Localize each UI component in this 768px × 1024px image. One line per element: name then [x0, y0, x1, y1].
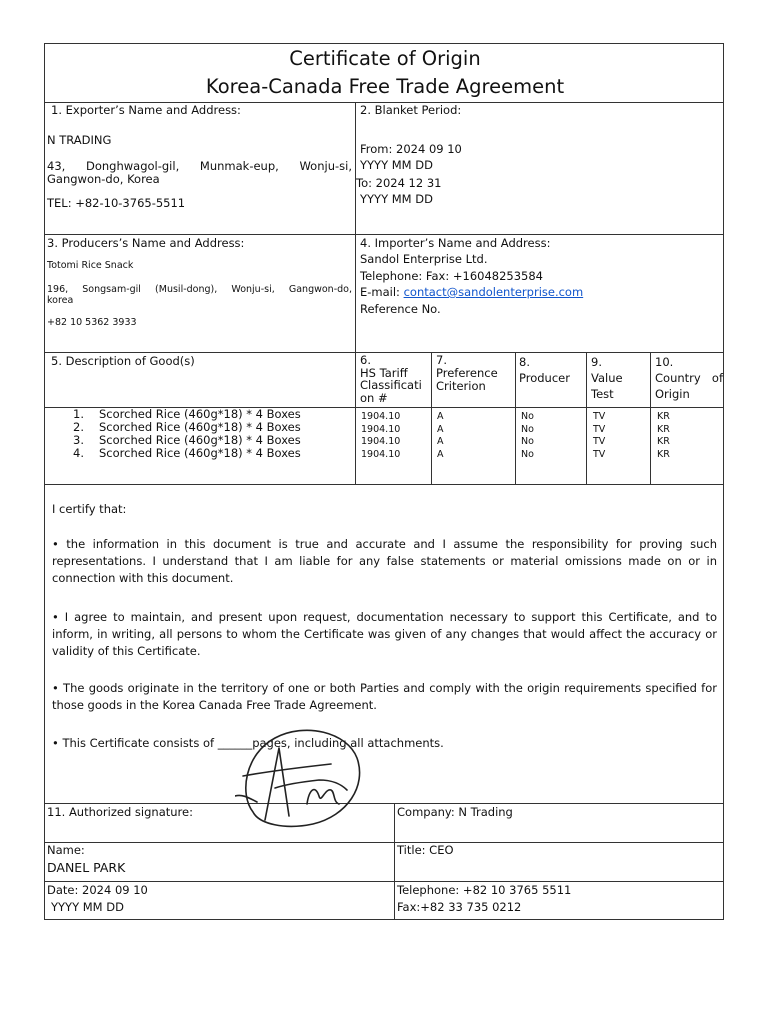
country-header-num: 10.	[655, 355, 674, 369]
name-label: Name:	[47, 843, 85, 857]
importer-reference: Reference No.	[360, 302, 441, 316]
goods-item-description: Scorched Rice (460g*18) * 4 Boxes	[99, 446, 301, 460]
producer-name: Totomi Rice Snack	[47, 260, 134, 271]
document-title: Certificate of Origin	[289, 47, 481, 70]
rule	[45, 842, 723, 843]
goods-producer: No	[521, 411, 534, 422]
goods-preference: A	[437, 411, 444, 422]
goods-rows	[45, 408, 723, 484]
goods-value-test: TV	[593, 411, 606, 422]
date-format: YYYY MM DD	[51, 900, 124, 914]
goods-item-number: 4.	[73, 446, 84, 460]
exporter-tel: TEL: +82-10-3765-5511	[47, 196, 186, 210]
importer-heading: 4. Importer’s Name and Address:	[360, 236, 551, 250]
goods-value-test: TV	[593, 448, 606, 460]
goods-hs-code: 1904.10	[361, 436, 401, 447]
title-field: Title: CEO	[397, 843, 454, 857]
goods-preference: A	[437, 436, 444, 447]
producer-tel: +82 10 5362 3933	[47, 317, 137, 328]
producer-header	[519, 354, 570, 386]
company-field: Company: N Trading	[397, 805, 513, 819]
hs-tariff-header-line: on #	[360, 390, 388, 405]
preference-header-line: Criterion	[436, 379, 486, 393]
goods-preference: A	[437, 448, 444, 460]
goods-country: KR	[657, 448, 670, 460]
certify-statement-4: • This Certificate consists of ______pages, including all attachments.	[52, 736, 444, 750]
goods-value-test: TV	[593, 436, 606, 447]
importer-name: Sandol Enterprise Ltd.	[360, 252, 488, 266]
producer-header-num: 8.	[519, 355, 530, 369]
value-test-header-line: Test	[591, 387, 614, 401]
goods-country: KR	[657, 436, 670, 447]
document-subtitle: Korea-Canada Free Trade Agreement	[205, 75, 565, 98]
goods-item-description: Scorched Rice (460g*18) * 4 Boxes	[99, 433, 301, 447]
importer-email-link[interactable]: contact@sandolenterprise.com	[403, 285, 584, 299]
rule	[45, 484, 723, 485]
rule	[394, 803, 395, 920]
name-value: DANEL PARK	[47, 860, 126, 875]
preference-criterion-header	[436, 354, 498, 393]
goods-producer: No	[521, 423, 534, 435]
goods-producer: No	[521, 436, 534, 447]
importer-email-label: E-mail:	[360, 285, 404, 299]
goods-producer: No	[521, 448, 534, 460]
goods-item-description: Scorched Rice (460g*18) * 4 Boxes	[99, 407, 301, 421]
producer-heading: 3. Producers’s Name and Address:	[47, 236, 245, 250]
blanket-from: From: 2024 09 10	[360, 142, 462, 156]
certificate-form	[44, 43, 724, 920]
goods-hs-code: 1904.10	[361, 448, 401, 460]
exporter-address-line1: 43, Donghwagol-gil, Munmak-eup, Wonju-si,	[47, 159, 352, 173]
goods-item-number: 2.	[73, 420, 84, 434]
producer-address-line2: korea	[47, 295, 74, 306]
goods-item-number: 3.	[73, 433, 84, 447]
hs-tariff-header-line: HS Tariff	[360, 365, 408, 380]
blanket-to: To: 2024 12 31	[356, 176, 442, 190]
value-test-header-num: 9.	[591, 355, 602, 369]
goods-country: KR	[657, 411, 670, 422]
goods-hs-code: 1904.10	[361, 411, 401, 422]
goods-item-description: Scorched Rice (460g*18) * 4 Boxes	[99, 420, 301, 434]
producer-address-line1: 196, Songsam-gil (Musil-dong), Wonju-si, Gangwon-do,	[47, 284, 352, 295]
telephone-field: Telephone: +82 10 3765 5511	[397, 883, 572, 897]
goods-hs-code: 1904.10	[361, 423, 401, 435]
goods-item-number: 1.	[73, 407, 84, 421]
exporter-address-line2: Gangwon-do, Korea	[47, 172, 160, 186]
certify-statement-1: • the information in this document is true and accurate and I assume the responsibility for proving such representations. I understand that I am liable for any false statements or material omissions made on or in connection with this document.	[52, 537, 717, 585]
hs-tariff-header	[360, 354, 422, 404]
goods-country: KR	[657, 423, 670, 435]
fax-field: Fax:+82 33 735 0212	[397, 900, 522, 914]
blanket-period-heading: 2. Blanket Period:	[360, 103, 462, 117]
certify-statement-3: • The goods originate in the territory of one or both Parties and comply with the origin requirements specified for those goods in the Korea Canada Free Trade Agreement.	[52, 681, 717, 712]
preference-header-num: 7.	[436, 353, 447, 367]
exporter-name: N TRADING	[47, 133, 112, 147]
value-test-header	[591, 354, 623, 402]
hs-tariff-header-num: 6.	[360, 353, 371, 367]
importer-telfax: Telephone: Fax: +16048253584	[360, 269, 543, 283]
certify-statement-2: • I agree to maintain, and present upon request, documentation necessary to support this Certificate, and to inform, in writing, all persons to whom the Certificate was given of any changes that would affect the accuracy or validity of this Certificate.	[52, 610, 717, 658]
authorized-signature-label: 11. Authorized signature:	[47, 805, 193, 819]
certify-intro: I certify that:	[52, 502, 127, 516]
goods-value-test: TV	[593, 423, 606, 435]
producer-header-line: Producer	[519, 371, 570, 385]
blanket-to-format: YYYY MM DD	[360, 192, 433, 206]
country-header-line: Country of	[655, 371, 723, 385]
hs-tariff-header-line: Classificati	[360, 378, 422, 392]
value-test-header-line: Value	[591, 371, 623, 385]
preference-header-line: Preference	[436, 366, 498, 380]
importer-email-row	[360, 284, 583, 300]
handwritten-signature	[235, 724, 375, 834]
country-header-line: Origin	[655, 387, 690, 401]
blanket-from-format: YYYY MM DD	[360, 158, 433, 172]
date-field: Date: 2024 09 10	[47, 883, 148, 897]
country-origin-header	[655, 354, 723, 402]
goods-preference: A	[437, 423, 444, 435]
goods-description-header: 5. Description of Good(s)	[51, 354, 195, 368]
exporter-heading: 1. Exporter’s Name and Address:	[51, 103, 241, 117]
